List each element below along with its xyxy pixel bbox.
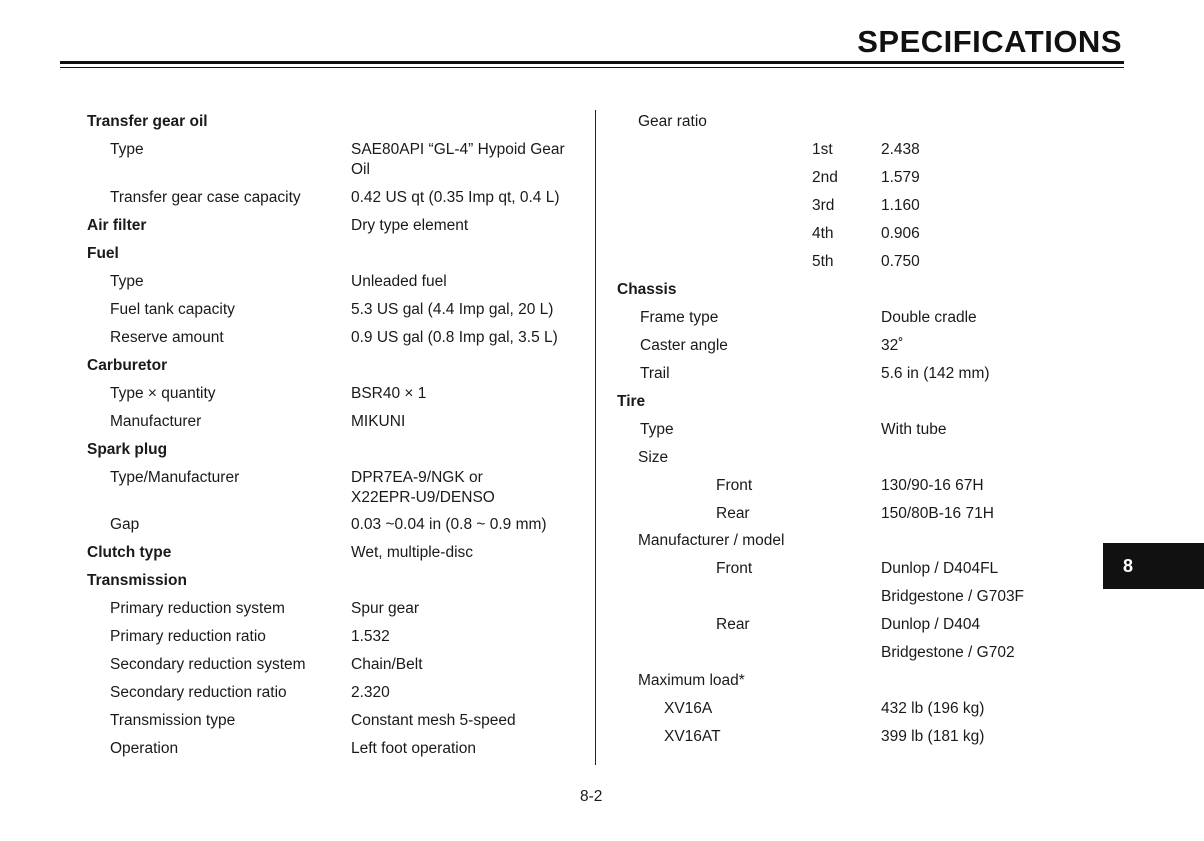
- spec-value: 5.3 US gal (4.4 Imp gal, 20 L): [351, 301, 554, 318]
- spec-label: Maximum load*: [638, 672, 745, 689]
- gear-label: 3rd: [812, 197, 835, 214]
- column-divider: [595, 110, 596, 765]
- spec-label: Type: [110, 273, 144, 290]
- section-heading-chassis: Chassis: [617, 281, 677, 298]
- spec-label: Trail: [640, 365, 670, 382]
- spec-label: Reserve amount: [110, 329, 224, 346]
- spec-value: Dunlop / D404: [881, 616, 981, 633]
- spec-value: Wet, multiple-disc: [351, 544, 474, 561]
- spec-value: Oil: [351, 161, 370, 178]
- spec-value: 5.6 in (142 mm): [881, 365, 990, 382]
- spec-value: Dunlop / D404FL: [881, 560, 999, 577]
- spec-value: X22EPR-U9/DENSO: [351, 489, 495, 506]
- spec-label: Secondary reduction system: [110, 656, 306, 673]
- spec-value: SAE80API “GL-4” Hypoid Gear: [351, 141, 565, 158]
- spec-label: Type × quantity: [110, 385, 216, 402]
- spec-label: Primary reduction ratio: [110, 628, 266, 645]
- spec-label: Size: [638, 449, 669, 466]
- spec-value: Chain/Belt: [351, 656, 423, 673]
- spec-label: Type: [110, 141, 144, 158]
- spec-label: Caster angle: [640, 337, 728, 354]
- spec-label: Transfer gear case capacity: [110, 189, 301, 206]
- spec-label: Manufacturer / model: [638, 532, 785, 549]
- spec-value: Spur gear: [351, 600, 420, 617]
- spec-value: 0.9 US gal (0.8 Imp gal, 3.5 L): [351, 329, 558, 346]
- header-rule-thick: [60, 61, 1124, 64]
- gear-label: 1st: [812, 141, 833, 158]
- spec-value: Constant mesh 5-speed: [351, 712, 516, 729]
- section-heading-transfer-gear-oil: Transfer gear oil: [87, 113, 208, 130]
- spec-label: Type/Manufacturer: [110, 469, 240, 486]
- section-heading-air-filter: Air filter: [87, 217, 147, 234]
- spec-value: 1.579: [881, 169, 920, 186]
- spec-value: Left foot operation: [351, 740, 476, 757]
- section-heading-transmission: Transmission: [87, 572, 187, 589]
- spec-label: Operation: [110, 740, 179, 757]
- spec-label: Type: [640, 421, 674, 438]
- spec-value: Double cradle: [881, 309, 977, 326]
- spec-sublabel: Front: [716, 477, 753, 494]
- spec-label: Frame type: [640, 309, 719, 326]
- spec-sublabel: XV16AT: [664, 728, 721, 745]
- spec-value: Unleaded fuel: [351, 273, 447, 290]
- spec-value: 0.750: [881, 253, 920, 270]
- spec-label: Gap: [110, 516, 140, 533]
- spec-value: With tube: [881, 421, 947, 438]
- spec-sublabel: XV16A: [664, 700, 713, 717]
- section-heading-clutch-type: Clutch type: [87, 544, 172, 561]
- gear-label: 2nd: [812, 169, 838, 186]
- spec-label: Manufacturer: [110, 413, 202, 430]
- spec-label: Secondary reduction ratio: [110, 684, 287, 701]
- spec-value: 0.03 ~0.04 in (0.8 ~ 0.9 mm): [351, 516, 547, 533]
- gear-label: 4th: [812, 225, 834, 242]
- spec-value: Bridgestone / G703F: [881, 588, 1025, 605]
- spec-value: 2.320: [351, 684, 390, 701]
- spec-label: Primary reduction system: [110, 600, 285, 617]
- spec-value: 0.906: [881, 225, 920, 242]
- spec-value: 1.160: [881, 197, 920, 214]
- spec-value: 0.42 US qt (0.35 Imp qt, 0.4 L): [351, 189, 560, 206]
- section-heading-tire: Tire: [617, 393, 646, 410]
- gear-label: 5th: [812, 253, 834, 270]
- spec-value: Dry type element: [351, 217, 469, 234]
- section-heading-carburetor: Carburetor: [87, 357, 168, 374]
- page-title: SPECIFICATIONS: [857, 24, 1122, 59]
- spec-sublabel: Rear: [716, 505, 750, 522]
- section-heading-spark-plug: Spark plug: [87, 441, 168, 458]
- spec-value: 150/80B-16 71H: [881, 505, 994, 522]
- spec-value: 32˚: [881, 337, 904, 354]
- spec-label: Fuel tank capacity: [110, 301, 235, 318]
- spec-value: 130/90-16 67H: [881, 477, 984, 494]
- spec-value: BSR40 × 1: [351, 385, 427, 402]
- section-heading-fuel: Fuel: [87, 245, 119, 262]
- spec-sublabel: Rear: [716, 616, 750, 633]
- spec-value: 432 lb (196 kg): [881, 700, 985, 717]
- spec-value: 399 lb (181 kg): [881, 728, 985, 745]
- spec-value: 1.532: [351, 628, 390, 645]
- gear-ratio-heading: Gear ratio: [638, 113, 707, 130]
- spec-value: DPR7EA-9/NGK or: [351, 469, 483, 486]
- spec-label: Transmission type: [110, 712, 236, 729]
- header-rule-thin: [60, 67, 1124, 68]
- spec-sublabel: Front: [716, 560, 753, 577]
- chapter-tab-marker: 8: [1103, 543, 1204, 589]
- spec-value: 2.438: [881, 141, 920, 158]
- page-number: 8-2: [580, 788, 603, 805]
- spec-value: MIKUNI: [351, 413, 406, 430]
- spec-value: Bridgestone / G702: [881, 644, 1015, 661]
